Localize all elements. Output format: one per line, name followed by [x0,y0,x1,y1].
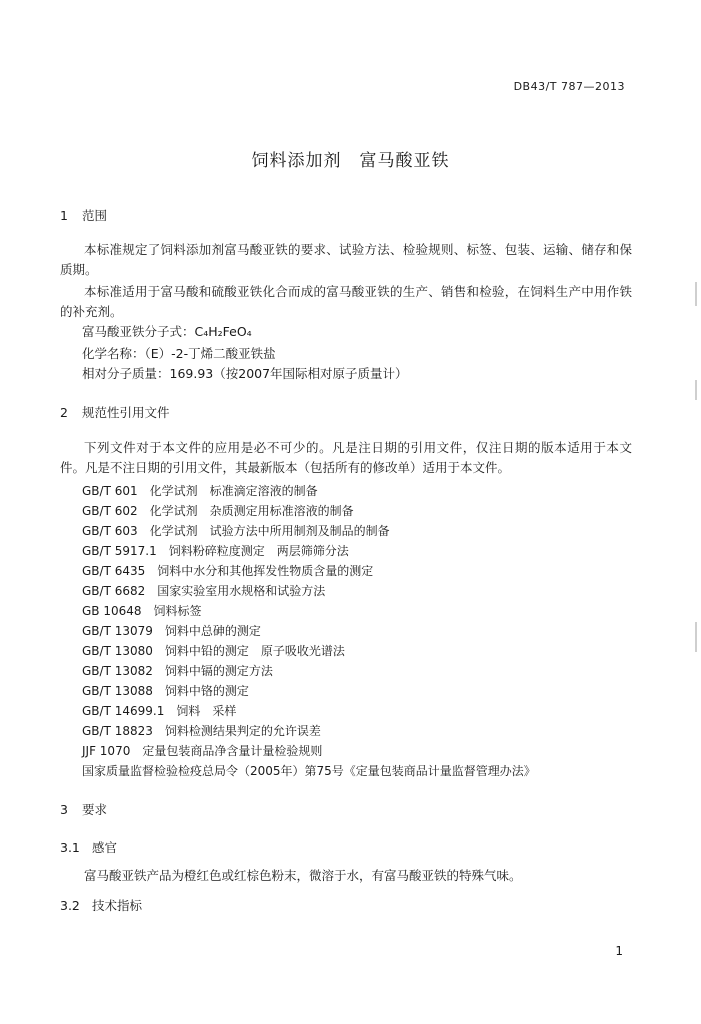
reference-code: GB/T 6682 [82,584,146,598]
reference-item [82,702,236,719]
reference-title: 化学试剂 试验方法中所用制剂及制品的制备 [149,524,390,538]
section-number: 3.2 [60,898,80,913]
reference-item [82,662,273,679]
section-title: 技术指标 [92,898,143,913]
reference-item [82,682,249,699]
reference-item [82,542,349,559]
reference-code: GB 10648 [82,604,142,618]
section-3-heading [60,800,107,818]
reference-item [82,722,321,739]
reference-code: GB/T 18823 [82,724,153,738]
reference-code: GB/T 13088 [82,684,153,698]
reference-item [82,582,325,599]
reference-title: 国家质量监督检验检疫总局令（2005年）第75号《定量包装商品计量监督管理办法》 [82,764,536,778]
page-number: 1 [615,944,623,958]
reference-item [82,602,202,619]
reference-title: 饲料中铅的测定 原子吸收光谱法 [164,644,345,658]
reference-item [82,642,345,659]
section-3-1-heading [60,838,117,856]
section-number: 1 [60,208,68,223]
reference-code: GB/T 601 [82,484,138,498]
scan-edge-mark [695,282,697,306]
chemical-name: 化学名称：（E）-2-丁烯二酸亚铁盐 [82,346,276,361]
reference-code: GB/T 13079 [82,624,153,638]
reference-item [82,622,261,639]
reference-code: GB/T 14699.1 [82,704,165,718]
reference-title: 饲料 采样 [176,704,237,718]
reference-item [82,742,322,759]
section-3-2-heading [60,896,142,914]
section-number: 3 [60,802,68,817]
reference-code: GB/T 13080 [82,644,153,658]
reference-title: 饲料中水分和其他挥发性物质含量的测定 [157,564,374,578]
molecular-formula: 富马酸亚铁分子式：C₄H₂FeO₄ [82,324,252,339]
section-number: 2 [60,405,68,420]
normative-references-paragraph: 下列文件对于本文件的应用是必不可少的。凡是注日期的引用文件，仅注日期的版本适用于本文件。凡是不注日期的引用文件，其最新版本（包括所有的修改单）适用于本文件。 [60,440,632,475]
reference-item [82,562,373,579]
reference-code: GB/T 5917.1 [82,544,157,558]
section-title: 范围 [82,208,108,223]
section-number: 3.1 [60,840,80,855]
document-title: 饲料添加剂 富马酸亚铁 [251,151,450,171]
scan-edge-mark [695,380,697,400]
section-1-heading [60,206,107,224]
section-2-heading [60,403,170,421]
reference-code: GB/T 603 [82,524,138,538]
reference-code: GB/T 602 [82,504,138,518]
reference-title: 饲料中镉的测定方法 [164,664,273,678]
scan-edge-mark [695,622,697,652]
reference-title: 化学试剂 杂质测定用标准溶液的制备 [149,504,354,518]
reference-title: 国家实验室用水规格和试验方法 [157,584,326,598]
reference-code: GB/T 6435 [82,564,146,578]
reference-title: 饲料中铬的测定 [164,684,249,698]
reference-title: 饲料标签 [153,604,202,618]
section-title: 要求 [82,802,108,817]
relative-molecular-mass: 相对分子质量：169.93（按2007年国际相对原子质量计） [82,366,408,381]
reference-item [82,482,318,499]
reference-code: JJF 1070 [82,744,131,758]
reference-title: 化学试剂 标准滴定溶液的制备 [149,484,318,498]
reference-code: GB/T 13082 [82,664,153,678]
reference-item [82,502,354,519]
reference-title: 饲料中总砷的测定 [164,624,261,638]
reference-item [82,762,536,779]
section-title: 规范性引用文件 [82,405,170,420]
scope-paragraph-1: 本标准规定了饲料添加剂富马酸亚铁的要求、试验方法、检验规则、标签、包装、运输、储存和保质期。 [60,242,632,277]
reference-title: 定量包装商品净含量计量检验规则 [142,744,323,758]
standard-code: DB43/T 787—2013 [513,80,625,93]
reference-title: 饲料检测结果判定的允许误差 [164,724,321,738]
section-title: 感官 [92,840,118,855]
reference-item [82,522,390,539]
sensory-paragraph: 富马酸亚铁产品为橙红色或红棕色粉末，微溶于水，有富马酸亚铁的特殊气味。 [84,868,522,883]
scope-paragraph-2: 本标准适用于富马酸和硫酸亚铁化合而成的富马酸亚铁的生产、销售和检验，在饲料生产中用作铁的补充剂。 [60,284,632,319]
reference-title: 饲料粉碎粒度测定 两层筛筛分法 [168,544,349,558]
